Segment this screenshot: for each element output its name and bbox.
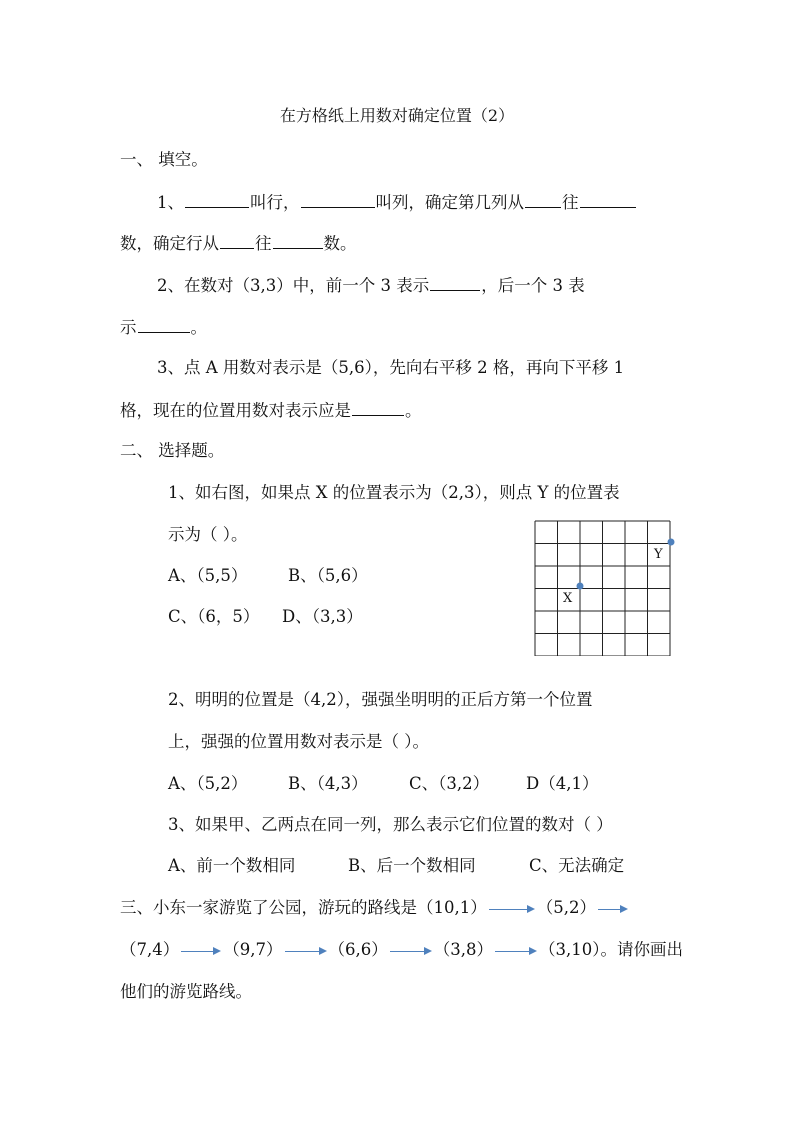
arrow-icon [598, 904, 628, 914]
s2-q3-option-c[interactable]: C、无法确定 [529, 856, 625, 875]
arrow-icon [489, 904, 535, 914]
s1-q2-text-d: 。 [190, 318, 207, 337]
answer-blank[interactable] [220, 234, 254, 249]
point-y-label: Y [654, 547, 663, 562]
s1-q1-line1 [157, 193, 637, 212]
answer-blank[interactable] [525, 193, 561, 208]
s3-line3: 他们的游览路线。 [120, 982, 252, 1001]
answer-blank[interactable] [185, 193, 249, 208]
answer-blank[interactable] [580, 193, 636, 208]
answer-blank[interactable] [430, 276, 480, 291]
answer-blank[interactable] [352, 401, 404, 416]
s1-q3-line2 [120, 401, 422, 420]
arrow-icon [285, 946, 327, 956]
s2-q1-option-a[interactable]: A、（5,5） [168, 566, 248, 585]
s1-q2-text-a: 2、在数对（3,3）中，前一个 3 表示 [157, 276, 430, 295]
s2-q3-line1: 3、如果甲、乙两点在同一列，那么表示它们位置的数对（ ） [168, 815, 613, 834]
s2-q1-line2: 示为（ ）。 [168, 525, 248, 544]
s1-q3-text-c: 。 [405, 401, 422, 420]
s3-intro-text: 三、小东一家游览了公园，游玩的路线是 [120, 898, 417, 917]
coordinate-grid [534, 520, 676, 656]
s1-q1-text-a: 叫行， [250, 193, 300, 212]
s1-q1-text-c: 往 [562, 193, 579, 212]
arrow-icon [495, 946, 537, 956]
s1-q1-line2 [120, 234, 357, 253]
s3-line1 [120, 900, 630, 917]
answer-blank[interactable] [273, 234, 323, 249]
s2-q1-option-b[interactable]: B、（5,6） [288, 566, 368, 585]
s2-q2-option-b[interactable]: B、（4,3） [288, 774, 368, 793]
s1-q3-text-b: 格，现在的位置用数对表示应是 [120, 401, 351, 420]
s1-q2-line2 [120, 318, 207, 337]
arrow-icon [390, 946, 432, 956]
arrow-icon [181, 946, 221, 956]
s1-q1-text-d: 数，确定行从 [120, 234, 219, 253]
s1-q1-number: 1、 [157, 193, 184, 212]
s2-q1-option-c[interactable]: C、（6，5） [168, 607, 260, 626]
route-point-6: （3,8） [433, 940, 493, 959]
route-point-1: （10,1） [417, 898, 487, 917]
route-point-2: （5,2） [536, 898, 596, 917]
point-x-marker [577, 583, 584, 590]
s2-q2-option-c[interactable]: C、（3,2） [409, 774, 490, 793]
s1-q1-text-b: 叫列，确定第几列从 [375, 193, 524, 212]
s1-q2-line1 [157, 276, 585, 295]
page-title: 在方格纸上用数对确定位置（2） [279, 106, 515, 125]
route-point-4: （9,7） [223, 940, 283, 959]
route-point-3: （7,4） [120, 940, 180, 959]
point-y-marker [668, 539, 675, 546]
s1-q2-text-b: ，后一个 3 表 [481, 276, 585, 295]
s2-q2-line2: 上，强强的位置用数对表示是（ ）。 [168, 732, 429, 751]
s2-q1-line1: 1、如右图，如果点 X 的位置表示为（2,3），则点 Y 的位置表 [168, 483, 620, 502]
s2-q2-option-a[interactable]: A、（5,2） [168, 774, 248, 793]
section-2-heading: 二、 选择题。 [120, 441, 225, 460]
s1-q1-text-f: 数。 [323, 234, 357, 253]
grid-lines [535, 521, 670, 656]
s1-q2-text-c: 示 [120, 318, 137, 337]
s2-q2-line1: 2、明明的位置是（4,2），强强坐明明的正后方第一个位置 [168, 690, 593, 709]
s1-q1-text-e: 往 [255, 234, 272, 253]
s2-q3-option-b[interactable]: B、后一个数相同 [348, 856, 476, 875]
answer-blank[interactable] [138, 318, 190, 333]
s2-q3-option-a[interactable]: A、前一个数相同 [168, 856, 296, 875]
answer-blank[interactable] [301, 193, 375, 208]
s1-q3-line1: 3、点 A 用数对表示是（5,6），先向右平移 2 格，再向下平移 1 [157, 358, 625, 377]
s2-q1-option-d[interactable]: D、（3,3） [282, 607, 363, 626]
route-point-7: （3,10） [539, 940, 601, 959]
s3-line2 [120, 942, 683, 959]
s3-tail-text: 。请你画出 [600, 940, 683, 959]
section-1-heading: 一、 填空。 [120, 150, 208, 169]
point-x-label: X [563, 591, 573, 606]
route-point-5: （6,6） [328, 940, 388, 959]
s2-q2-option-d[interactable]: D（4,1） [526, 774, 599, 793]
